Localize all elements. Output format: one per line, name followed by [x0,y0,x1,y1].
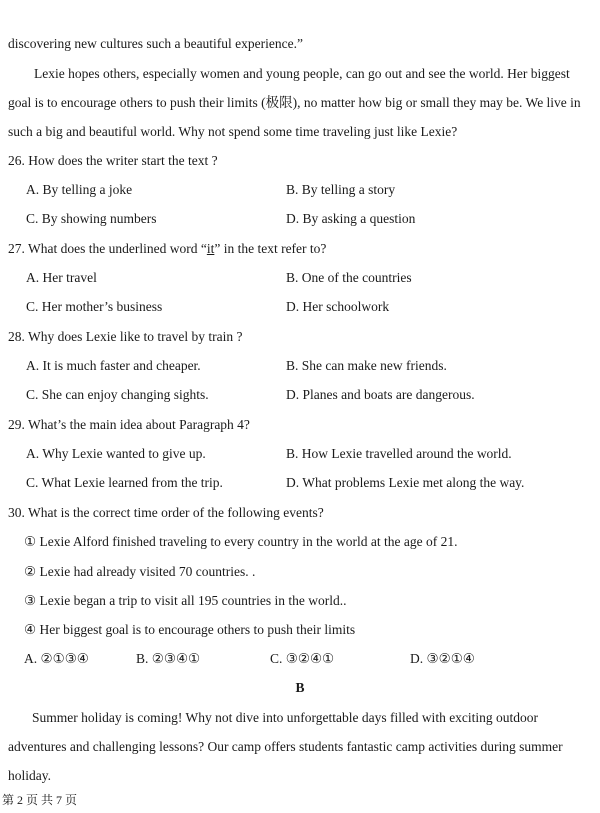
question-27-option-c: C. Her mother’s business [26,299,163,314]
question-27-option-d: D. Her schoolwork [286,299,390,314]
question-29-option-c: C. What Lexie learned from the trip. [26,475,223,490]
question-30-option-a: A. ②①③④ [24,651,89,666]
question-30-event-1: ① Lexie Alford finished traveling to every country in the world at the age of 21. [24,534,458,549]
question-28-option-d: D. Planes and boats are dangerous. [286,387,475,402]
question-28-option-a: A. It is much faster and cheaper. [26,358,201,373]
question-27-stem [8,241,326,257]
question-26-option-b: B. By telling a story [286,182,396,197]
question-30-option-d: D. ③②①④ [410,651,475,666]
section-b-line: adventures and challenging lessons? Our camp offers students fantastic camp activities during summer [8,739,563,754]
question-30-event-3: ③ Lexie began a trip to visit all 195 countries in the world.. [24,593,347,608]
page-footer: 第 2 页 共 7 页 [2,793,78,807]
question-26-option-c: C. By showing numbers [26,211,157,226]
question-29-option-b: B. How Lexie travelled around the world. [286,446,512,461]
question-29-option-d: D. What problems Lexie met along the way. [286,475,525,490]
question-29-stem: 29. What’s the main idea about Paragraph 4? [8,417,250,432]
underlined-word: it [206,241,215,256]
question-28-option-c: C. She can enjoy changing sights. [26,387,209,402]
passage-line: discovering new cultures such a beautiful experience.” [8,36,304,51]
question-27-option-a: A. Her travel [26,270,97,285]
question-28-option-b: B. She can make new friends. [286,358,447,373]
question-30-option-b: B. ②③④① [136,651,201,666]
stem-part: 27. What does the underlined word “ [8,241,207,256]
question-29-option-a: A. Why Lexie wanted to give up. [26,446,206,461]
question-28-stem: 28. Why does Lexie like to travel by train ? [8,329,243,344]
question-30-stem: 30. What is the correct time order of the following events? [8,505,324,520]
question-26-stem: 26. How does the writer start the text ? [8,153,218,168]
passage-line: Lexie hopes others, especially women and young people, can go out and see the world. Her biggest [34,66,570,81]
passage-line: goal is to encourage others to push their limits (极限), no matter how big or small they may be. We live in [8,95,581,110]
section-b-line: holiday. [8,768,51,783]
section-b-line: Summer holiday is coming! Why not dive into unforgettable days filled with exciting outdoor [32,710,539,725]
question-30-option-c: C. ③②④① [270,651,335,666]
stem-part: ” in the text refer to? [214,241,327,256]
question-27-option-b: B. One of the countries [286,270,412,285]
passage-line: such a big and beautiful world. Why not spend some time traveling just like Lexie? [8,124,458,139]
question-30-event-2: ② Lexie had already visited 70 countries. . [24,564,256,579]
section-b-heading: B [295,680,305,695]
question-26-option-a: A. By telling a joke [26,182,133,197]
question-26-option-d: D. By asking a question [286,211,416,226]
question-30-event-4: ④ Her biggest goal is to encourage others to push their limits [24,622,356,637]
